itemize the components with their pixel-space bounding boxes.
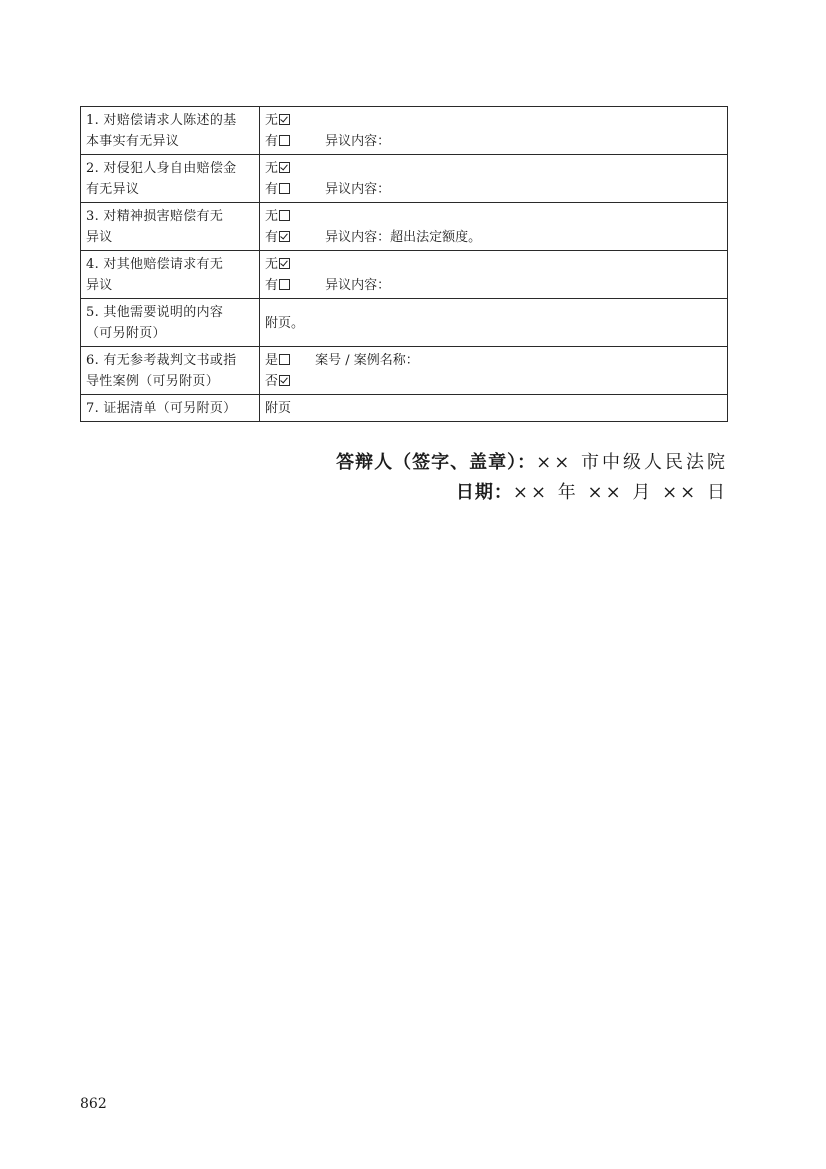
question-text: 4. 对其他赔偿请求有无	[86, 257, 224, 272]
question-text: 5. 其他需要说明的内容	[86, 305, 224, 320]
objection-label: 异议内容：	[325, 134, 391, 149]
objection-text: 超出法定额度。	[390, 230, 482, 245]
table-row	[81, 347, 728, 395]
date-value: ×× 年 ×× 月 ×× 日	[512, 482, 728, 503]
answer-text: 附页。	[265, 315, 305, 331]
question-cell	[81, 107, 260, 155]
table-row	[81, 299, 728, 347]
answer-cell	[260, 107, 728, 155]
date-label: 日期：	[455, 482, 513, 503]
question-cell	[81, 347, 260, 395]
objection-label: 异议内容：	[325, 230, 391, 245]
question-text: 异议	[86, 278, 113, 293]
question-cell	[81, 299, 260, 347]
table-row	[81, 155, 728, 203]
checked-box-icon[interactable]	[279, 114, 290, 125]
question-text: 本事实有无异议	[86, 134, 180, 149]
table-row	[81, 395, 728, 422]
option-label: 无	[265, 209, 279, 224]
question-text: 7. 证据清单（可另附页）	[86, 401, 237, 416]
question-text: 异议	[86, 230, 113, 245]
question-text: 有无异议	[86, 182, 140, 197]
answer-cell	[260, 203, 728, 251]
signature-line	[336, 448, 728, 478]
objection-label: 异议内容：	[325, 278, 391, 293]
checked-box-icon[interactable]	[279, 375, 290, 386]
signature-block	[336, 448, 728, 508]
objection-label: 异议内容：	[325, 182, 391, 197]
option-label: 是	[265, 353, 279, 368]
question-text: 导性案例（可另附页）	[86, 374, 220, 389]
answer-cell	[260, 347, 728, 395]
checked-box-icon[interactable]	[279, 162, 290, 173]
option-label: 无	[265, 161, 279, 176]
answer-cell	[260, 155, 728, 203]
checkbox-icon[interactable]	[279, 279, 290, 290]
question-cell	[81, 155, 260, 203]
question-text: 1. 对赔偿请求人陈述的基	[86, 113, 237, 128]
question-text: （可另附页）	[86, 326, 166, 341]
option-label: 无	[265, 113, 279, 128]
option-label: 有	[265, 134, 279, 149]
checked-box-icon[interactable]	[279, 258, 290, 269]
answer-cell	[260, 299, 728, 347]
signature-label: 答辩人（签字、盖章）：	[336, 452, 537, 473]
answer-cell	[260, 395, 728, 422]
checked-box-icon[interactable]	[279, 231, 290, 242]
option-label: 有	[265, 278, 279, 293]
question-text: 6. 有无参考裁判文书或指	[86, 353, 237, 368]
page-number: 862	[80, 1096, 107, 1112]
question-text: 2. 对侵犯人身自由赔偿金	[86, 161, 237, 176]
option-label: 有	[265, 230, 279, 245]
checkbox-icon[interactable]	[279, 183, 290, 194]
checkbox-icon[interactable]	[279, 210, 290, 221]
question-text: 3. 对精神损害赔偿有无	[86, 209, 224, 224]
answer-text: 附页	[265, 401, 292, 416]
checkbox-icon[interactable]	[279, 135, 290, 146]
question-cell	[81, 203, 260, 251]
option-label: 否	[265, 374, 279, 389]
checkbox-icon[interactable]	[279, 354, 290, 365]
case-number-label: 案号 / 案例名称：	[315, 353, 419, 368]
date-line	[336, 478, 728, 508]
question-cell	[81, 251, 260, 299]
answer-cell	[260, 251, 728, 299]
signature-value: ×× 市中级人民法院	[536, 452, 728, 473]
table-row	[81, 251, 728, 299]
option-label: 无	[265, 257, 279, 272]
table-row	[81, 107, 728, 155]
table-row	[81, 203, 728, 251]
question-cell	[81, 395, 260, 422]
option-label: 有	[265, 182, 279, 197]
defense-form-table	[80, 106, 728, 422]
